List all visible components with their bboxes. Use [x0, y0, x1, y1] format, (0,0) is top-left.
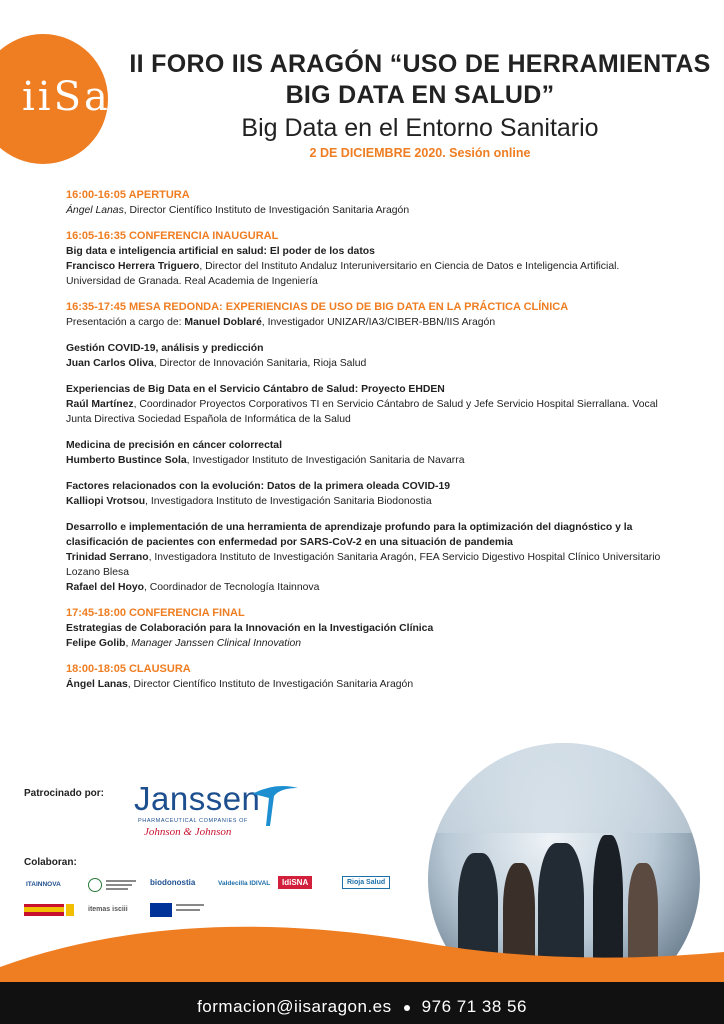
inaugural-time: 16:05-16:35 CONFERENCIA INAUGURAL — [66, 230, 279, 242]
talk1-speaker: Juan Carlos Oliva — [66, 358, 154, 369]
clausura-time: 18:00-18:05 CLAUSURA — [66, 663, 191, 675]
section-talk1 — [66, 341, 666, 371]
section-clausura — [66, 662, 666, 692]
itainnova-logo: ITAINNOVA — [26, 881, 61, 888]
talk2-role: , Coordinador Proyectos Corporativos TI en Servicio Cántabro de Salud y Jefe Servicio Hospital Sierrallana. Vocal Junta Directiva Sociedad Española de Informática de la Salud — [66, 399, 658, 425]
page-title-line1: II FORO IIS ARAGÓN “USO DE HERRAMIENTAS — [129, 50, 711, 78]
clausura-role: , Director Científico Instituto de Investigación Sanitaria Aragón — [127, 679, 414, 690]
apertura-speaker: Ángel Lanas — [66, 205, 124, 216]
collaborators-label: Colaboran: — [24, 857, 77, 868]
final-speaker: Felipe Golib — [66, 638, 126, 649]
talk1-speaker-line — [66, 356, 666, 371]
apertura-role: , Director Científico Instituto de Investigación Sanitaria Aragón — [123, 205, 410, 216]
photo-ceiling — [428, 743, 700, 833]
talk1-title: Gestión COVID-19, análisis y predicción — [66, 343, 264, 354]
page-subtitle: Big Data en el Entorno Sanitario — [241, 114, 599, 142]
final-role: , — [125, 638, 132, 649]
talk5-title: Desarrollo e implementación de una herramienta de aprendizaje profundo para la optimización del diagnóstico y la clasificación de pacientes con enfermedad por SARS-CoV-2 en una situación de pandemia — [66, 522, 633, 548]
talk1-role: , Director de Innovación Sanitaria, Rioja Salud — [153, 358, 367, 369]
section-apertura — [66, 188, 666, 218]
itemas-isciii-logo: itemas isciii — [88, 906, 128, 913]
idisna-logo: IdiSNA — [278, 876, 312, 889]
final-role-italic: Manager Janssen Clinical Innovation — [131, 638, 302, 649]
inaugural-speaker-line — [66, 259, 666, 289]
talk3-title: Medicina de precisión en cáncer colorrectal — [66, 440, 282, 451]
section-final — [66, 606, 666, 651]
separator-dot-icon — [404, 1005, 410, 1011]
talk4-speaker-line — [66, 494, 666, 509]
talk3-speaker-line — [66, 453, 666, 468]
valdecilla-logo: Valdecilla IDIVAL — [218, 880, 271, 887]
eu-text-line — [176, 909, 200, 911]
talk5-speaker1-line — [66, 550, 666, 580]
talk4-speaker: Kalliopi Vrotsou — [66, 496, 146, 507]
sponsor-label: Patrocinado por: — [24, 788, 105, 799]
janssen-swoosh-icon — [250, 782, 300, 830]
mesa-intro: Presentación a cargo de: — [66, 317, 185, 328]
section-talk2 — [66, 382, 666, 427]
talk5-role2: , Coordinador de Tecnología Itainnova — [143, 582, 320, 593]
final-speaker-line — [66, 636, 666, 651]
mesa-time: 16:35-17:45 MESA REDONDA: EXPERIENCIAS DE USO DE BIG DATA EN LA PRÁCTICA CLÍNICA — [66, 301, 569, 313]
salud-aragon-logo — [88, 878, 138, 892]
section-talk5 — [66, 520, 666, 595]
talk2-speaker: Raúl Martínez — [66, 399, 134, 410]
section-talk3 — [66, 438, 666, 468]
talk5-speaker2: Rafael del Hoyo — [66, 582, 144, 593]
mesa-intro-line — [66, 315, 666, 330]
orange-wave-decoration — [0, 912, 724, 992]
footer-email[interactable]: formacion@iisaragon.es — [197, 997, 392, 1016]
talk5-speaker1: Trinidad Serrano — [66, 552, 149, 563]
footer-contact — [0, 997, 724, 1017]
section-inaugural — [66, 229, 666, 289]
talk4-role: , Investigadora Instituto de Investigación Sanitaria Biodonostia — [145, 496, 432, 507]
talk3-role: , Investigador Instituto de Investigación Sanitaria de Navarra — [186, 455, 465, 466]
section-talk4 — [66, 479, 666, 509]
janssen-wordmark: Janssen — [134, 780, 261, 817]
inaugural-talk: Big data e inteligencia artificial en salud: El poder de los datos — [66, 246, 375, 257]
talk5-role1: , Investigadora Instituto de Investigación Sanitaria Aragón, FEA Servicio Digestivo Hospital Clínico Universitario Lozano Blesa — [66, 552, 661, 578]
rioja-salud-logo: Rioja Salud — [342, 876, 390, 889]
clausura-speaker-line — [66, 677, 666, 692]
inaugural-speaker: Francisco Herrera Triguero — [66, 261, 200, 272]
janssen-subtitle: PHARMACEUTICAL COMPANIES OF — [138, 818, 249, 824]
biodonostia-logo: biodonostia — [150, 878, 196, 887]
apertura-time: 16:00-16:05 APERTURA — [66, 189, 190, 201]
mesa-moderator: Manuel Doblaré — [184, 317, 262, 328]
talk2-title: Experiencias de Big Data en el Servicio Cántabro de Salud: Proyecto EHDEN — [66, 384, 445, 395]
talk5-speaker2-line — [66, 580, 666, 595]
janssen-logo — [134, 780, 304, 846]
talk3-speaker: Humberto Bustince Sola — [66, 455, 187, 466]
talk2-speaker-line — [66, 397, 666, 427]
final-talk: Estrategias de Colaboración para la Innovación en la Investigación Clínica — [66, 623, 434, 634]
final-time: 17:45-18:00 CONFERENCIA FINAL — [66, 607, 245, 619]
event-date: 2 DE DICIEMBRE 2020. Sesión online — [309, 146, 531, 160]
page-title-line2: BIG DATA EN SALUD” — [285, 81, 555, 109]
clausura-speaker: Ángel Lanas — [66, 679, 128, 690]
talk4-title: Factores relacionados con la evolución: Datos de la primera oleada COVID-19 — [66, 481, 450, 492]
eu-text-line — [176, 904, 204, 906]
johnson-logo: Johnson & Johnson — [144, 826, 232, 838]
program — [66, 188, 666, 703]
inaugural-role: , Director del Instituto Andaluz Interuniversitario en Ciencia de Datos e Inteligencia Artificial. Universidad de Granada. Real Academia de Ingeniería — [66, 261, 620, 287]
footer-phone[interactable]: 976 71 38 56 — [421, 997, 527, 1016]
mesa-moderator-role: , Investigador UNIZAR/IA3/CIBER-BBN/IIS Aragón — [261, 317, 496, 328]
apertura-speaker-line — [66, 203, 666, 218]
section-mesa — [66, 300, 666, 330]
iisa-logo-text: iiSa. — [22, 74, 127, 120]
